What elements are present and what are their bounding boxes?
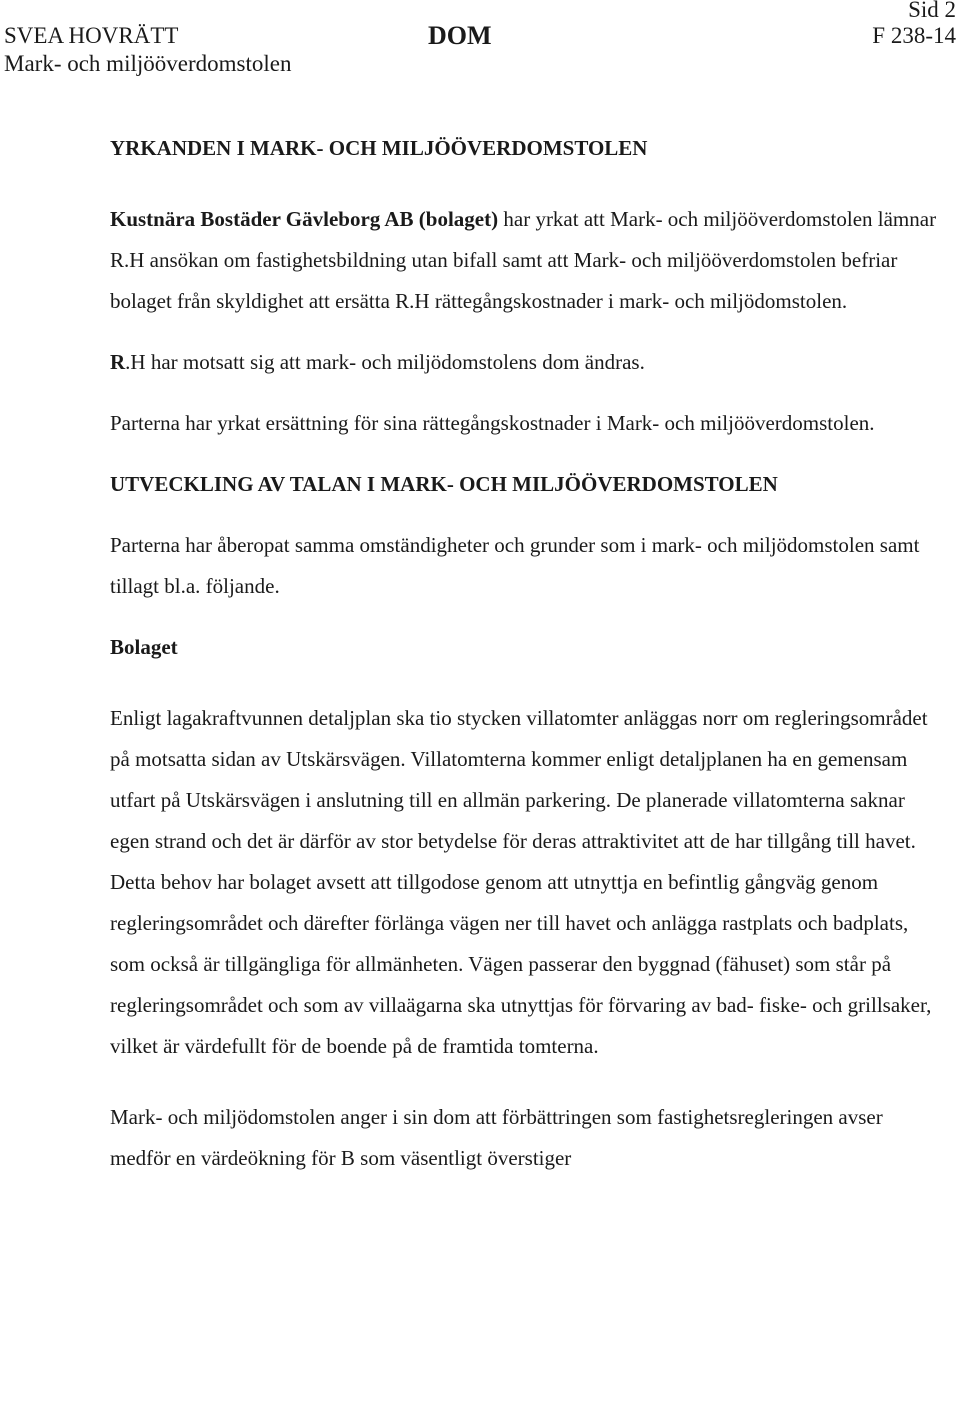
- claims-paragraph-1: [110, 199, 940, 322]
- case-number: F 238-14: [872, 23, 956, 48]
- claims-paragraph-3: Parterna har yrkat ersättning för sina rättegångskostnader i Mark- och miljööverdomstolen.: [110, 411, 875, 435]
- development-heading: UTVECKLING AV TALAN I MARK- OCH MILJÖÖVERDOMSTOLEN: [110, 472, 778, 496]
- claims-paragraph-2-text: .H har motsatt sig att mark- och miljödomstolens dom ändras.: [125, 350, 645, 374]
- court-name: SVEA HOVRÄTT: [4, 23, 179, 48]
- court-division: Mark- och miljööverdomstolen: [4, 51, 292, 76]
- page-header: [0, 0, 960, 80]
- document-body: [110, 128, 940, 1179]
- claims-party-name: Kustnära Bostäder Gävleborg AB (bolaget): [110, 207, 499, 231]
- claims-paragraph-1-text: har yrkat att Mark- och miljööverdomstolen lämnar R.H ansökan om fastighetsbildning utan bifall samt att Mark- och miljööverdomstolen befriar bolaget från skyldighet att ersätta R.H rättegångskostnader i mark- och miljödomstolen.: [110, 207, 937, 313]
- claims-heading: YRKANDEN I MARK- OCH MILJÖÖVERDOMSTOLEN: [110, 136, 648, 160]
- page-number: Sid 2: [908, 0, 956, 22]
- company-heading: Bolaget: [110, 635, 178, 659]
- claims-paragraph-2: [110, 342, 940, 383]
- company-paragraph-2: Mark- och miljödomstolen anger i sin dom att förbättringen som fastighetsregleringen avser medför en värdeökning för B som väsentligt överstiger: [110, 1105, 883, 1170]
- document-type: DOM: [428, 21, 492, 50]
- claims-paragraph-2-initial: R: [110, 350, 126, 374]
- company-paragraph-1: Enligt lagakraftvunnen detaljplan ska tio stycken villatomter anläggas norr om regleringsområdet på motsatta sidan av Utskärsvägen. Villatomterna kommer enligt detaljplanen ha en gemensam utfart på Utskärsvägen i anslutning till en allmän parkering. De planerade villatomterna saknar egen strand och det är därför av stor betydelse för deras attraktivitet att de har tillgång till havet. Detta behov har bolaget avsett att tillgodose genom att utnyttja en befintlig gångväg genom regleringsområdet och därefter förlänga vägen ner till havet och anlägga rastplats och badplats, som också är tillgängliga för allmänheten. Vägen passerar den byggnad (fähuset) som står på regleringsområdet och som av villaägarna ska utnyttjas för förvaring av bad- fiske- och grillsaker, vilket är värdefullt för de boende på de framtida tomterna.: [110, 706, 932, 1058]
- development-paragraph-1: Parterna har åberopat samma omständigheter och grunder som i mark- och miljödomstolen samt tillagt bl.a. följande.: [110, 533, 920, 598]
